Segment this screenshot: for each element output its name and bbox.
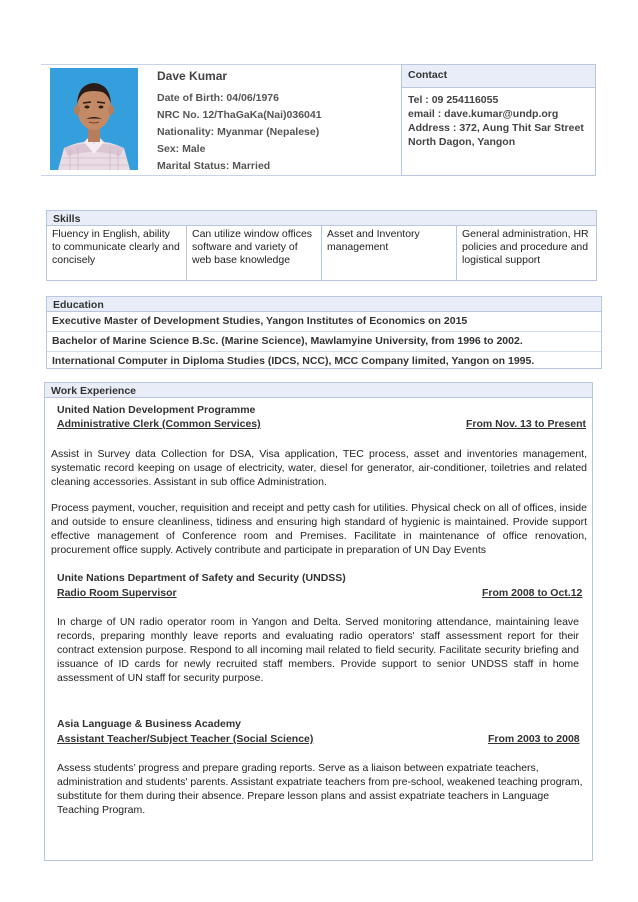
education-item: International Computer in Diploma Studies (IDCS, NCC), MCC Company limited, Yangon on 1995. [52,355,535,367]
contact-tel: Tel : 09 254116055 [408,94,499,106]
contact-box [401,64,596,176]
job-description: In charge of UN radio operator room in Yangon and Delta. Served monitoring attendance, maintaining leave records, preparing monthly leave reports and evaluating radio operators' staff assessment report for their contract extension purpose. Respond to all incoming mail related to field security. Facilitate security briefing and issuance of ID cards for newly recruited staff members. Provide support to senior UNDSS staff in home assessment of UN staff for security purpose. [57,616,579,684]
personal-details [157,68,397,175]
nrc-number: NRC No. 12/ThaGaKa(Nai)036041 [157,109,322,121]
skill-item: General administration, HR policies and procedure and logistical support [462,228,589,266]
job-period: From Nov. 13 to Present [466,418,587,430]
job-role: Radio Room Supervisor [57,587,177,599]
contact-address-line2: North Dagon, Yangon [408,136,516,148]
education-item: Executive Master of Development Studies, Yangon Institutes of Economics on 2015 [47,312,601,332]
job-description: Process payment, voucher, requisition and receipt and petty cash for utilities. Physical check on all of offices, inside and outside to ensure cleanliness, tidiness and ensuring high standard of hygienic is maintained. Provide support effective management of Conference room and Premises. Facilitate in maintenance of office renovation, procurement office supply. Actively contribute and participate in preparation of UN Day Events [51,502,587,556]
skills-table [46,226,597,281]
job-organization: Asia Language & Business Academy [57,718,242,730]
education-item: Bachelor of Marine Science B.Sc. (Marine Science), Mawlamyine University, from 1996 to 2002. [47,332,601,352]
sex: Sex: Male [157,143,206,155]
skills-heading: Skills [46,210,597,226]
job-role: Assistant Teacher/Subject Teacher (Social Science) [57,733,314,745]
job-period: From 2008 to Oct.12 [482,587,583,599]
contact-heading: Contact [402,65,595,88]
skill-item: Asset and Inventory management [322,226,457,280]
job-description: Assess students’ progress and prepare grading reports. Serve as a liaison between expatriate teachers, administration and students' parents. Assistant expatriate teachers from pre-school, weakened teaching program, substitute for them during their absence. Prepare lesson plans and assist expatriate teachers in Language Teaching Program. [57,762,583,816]
job-role: Administrative Clerk (Common Services) [57,418,261,430]
marital-status: Marital Status: Married [157,160,271,172]
education-heading: Education [46,296,602,312]
job-description: Assist in Survey data Collection for DSA, Visa application, TEC process, asset and inventories management, systematic record keeping on usage of electricity, water, diesel for generator, air-conditioner, toiletries and related cleaning accessories. Assistant in sub office Administration. [51,448,587,488]
skill-item: Can utilize window offices software and variety of web base knowledge [187,226,322,280]
contact-email[interactable]: email : dave.kumar@undp.org [408,108,559,120]
work-experience-heading: Work Experience [44,382,593,398]
contact-address-line1: Address : 372, Aung Thit Sar Street [408,122,584,134]
applicant-name: Dave Kumar [157,69,228,83]
job-period: From 2003 to 2008 [488,733,580,745]
job-organization: United Nation Development Programme [57,404,256,416]
skill-item: Fluency in English, ability to communicate clearly and concisely [47,226,187,280]
profile-photo [50,68,138,170]
date-of-birth: Date of Birth: 04/06/1976 [157,92,279,104]
nationality: Nationality: Myanmar (Nepalese) [157,126,320,138]
job-organization: Unite Nations Department of Safety and Security (UNDSS) [57,572,346,584]
education-list [46,312,602,369]
